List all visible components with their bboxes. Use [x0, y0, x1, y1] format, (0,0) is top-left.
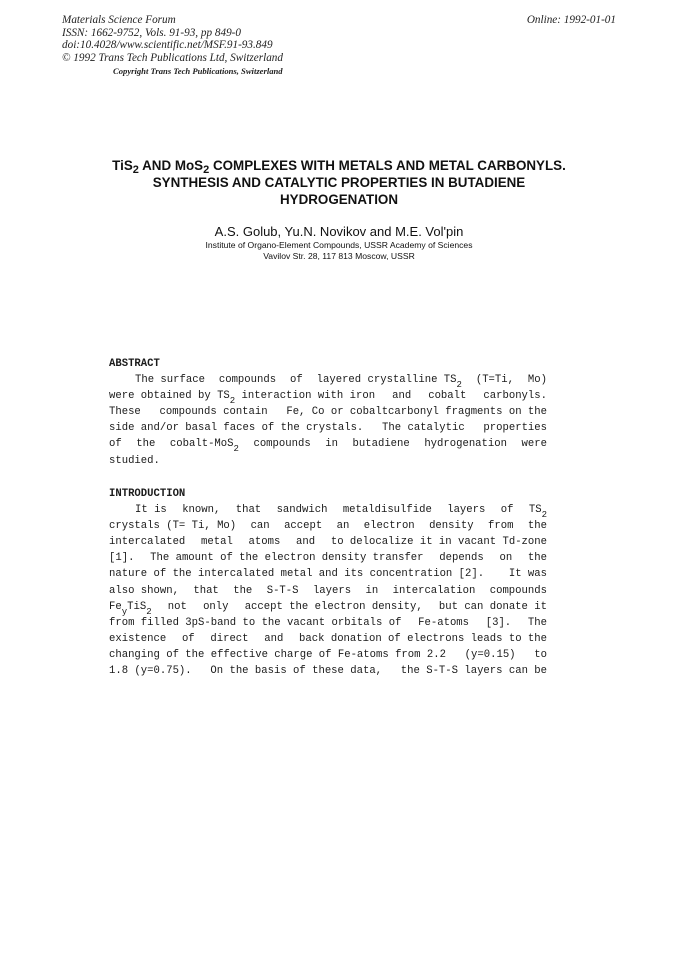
- text-line: These compounds contain Fe, Co or cobaltcarbonyl fragments on the: [109, 406, 547, 419]
- title-line-3: HYDROGENATION: [279, 192, 399, 207]
- text-line: side and/or basal faces of the crystals. The catalytic properties: [109, 422, 547, 435]
- text-line: of the cobalt-MoS2 compounds in butadiene hydrogenation were: [109, 438, 547, 455]
- introduction-text: [109, 502, 547, 679]
- title-line-2: SYNTHESIS AND CATALYTIC PROPERTIES IN BUTADIENE: [152, 175, 526, 190]
- text-line: nature of the intercalated metal and its concentration [2]. It was: [109, 568, 547, 581]
- text-line: The surface compounds of layered crystalline TS2 (T=Ti, Mo): [135, 374, 547, 391]
- online-date: Online: 1992-01-01: [526, 14, 616, 26]
- title-line-1: TiS$_2$ AND MoS$_2$ COMPLEXES WITH METALS AND METAL CARBONYLS.: [112, 158, 566, 176]
- doi: doi:10.4028/www.scientific.net/MSF.91-93.849: [62, 39, 273, 52]
- journal-header: [62, 14, 283, 64]
- text-line: FeyTiS2 not only accept the electron density, but can donate it: [109, 600, 547, 617]
- text-line: intercalated metal atoms and to delocalize it in vacant Td-zone: [109, 536, 547, 549]
- text-line: studied.: [109, 454, 160, 467]
- issn: ISSN: 1662-9752, Vols. 91-93, pp 849-0: [62, 26, 241, 39]
- text-line: [1]. The amount of the electron density transfer depends on the: [109, 552, 547, 565]
- text-line: also shown, that the S-T-S layers in intercalation compounds: [109, 584, 547, 597]
- text-line: 1.8 (y=0.75). On the basis of these data, the S-T-S layers can be: [109, 665, 547, 678]
- affiliation: Institute of Organo-Element Compounds, USSR Academy of Sciences Vavilov Str. 28, 117 813 Moscow, USSR: [205, 240, 473, 261]
- copyright-stamp: Copyright Trans Tech Publications, Switzerland: [113, 66, 283, 76]
- introduction-section: [109, 486, 547, 679]
- text-line: from filled 3pS-band to the vacant orbitals of Fe-atoms [3]. The: [109, 616, 547, 629]
- copyright: © 1992 Trans Tech Publications Ltd, Switzerland: [62, 51, 283, 64]
- text-line: were obtained by TS2 interaction with iron and cobalt carbonyls.: [109, 390, 547, 407]
- text-line: existence of direct and back donation of electrons leads to the: [109, 632, 547, 645]
- abstract-text: [109, 372, 547, 469]
- text-line: changing of the effective charge of Fe-atoms from 2.2 (y=0.15) to: [109, 648, 547, 661]
- abstract-section: [109, 356, 547, 469]
- abstract-heading: ABSTRACT: [109, 358, 160, 370]
- authors: A.S. Golub, Yu.N. Novikov and M.E. Vol'pin: [214, 224, 464, 239]
- text-line: It is known, that sandwich metaldisulfide layers of TS2: [135, 504, 547, 521]
- text-line: crystals (T= Ti, Mo) can accept an electron density from the: [109, 520, 547, 533]
- journal-name: Materials Science Forum: [62, 14, 176, 26]
- introduction-heading: INTRODUCTION: [109, 488, 186, 500]
- paper-title: [0, 157, 678, 208]
